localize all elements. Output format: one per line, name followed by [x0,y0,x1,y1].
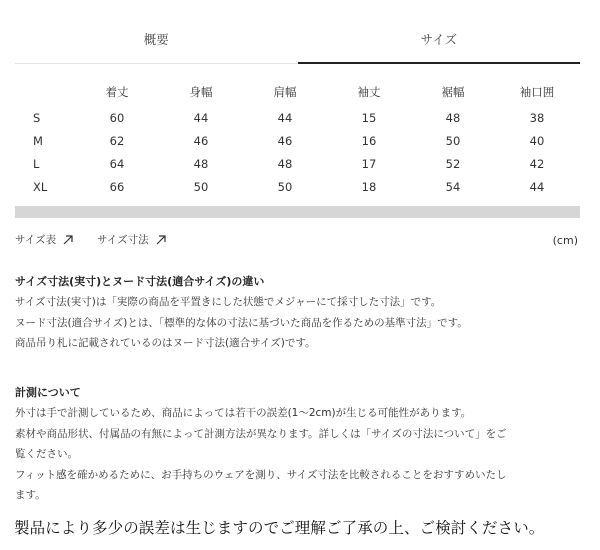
table-cell: 48 [277,156,293,171]
column-header: 肩幅 [273,85,297,99]
tab-size[interactable]: サイズ [298,22,581,63]
size-links-row [15,232,580,252]
size-table [15,78,579,198]
external-arrow-icon [62,234,74,246]
table-cell: 50 [445,133,461,148]
table-cell: 18 [361,179,377,194]
table-cell: 44 [529,179,545,194]
measurement-section [15,383,585,506]
size-label: S [33,110,41,125]
table-cell: 38 [529,110,545,125]
size-difference-title: サイズ寸法(実寸)とヌード寸法(適合サイズ)の違い [15,275,265,288]
table-cell: 50 [193,179,209,194]
table-cell: 48 [445,110,461,125]
table-cell: 16 [361,133,377,148]
size-table-container [15,78,580,206]
explanation-line: 商品吊り札に記載されているのはヌード寸法(適合サイズ)です。 [15,337,316,349]
size-label: XL [33,179,48,194]
table-cell: 15 [361,110,377,125]
table-corner-cell [15,78,75,106]
table-cell: 46 [277,133,293,148]
table-cell: 44 [277,110,293,125]
table-cell: 17 [361,156,377,171]
measurement-line: 外寸は手で計測しているため、商品によっては若干の誤差(1〜2cm)が生じる可能性があります。 [15,407,472,419]
table-cell: 50 [277,179,293,194]
explanation-line: サイズ寸法(実寸)は「実際の商品を平置きにした状態でメジャーにて採寸した寸法」です。 [15,296,442,308]
table-cell: 52 [445,156,461,171]
measurement-line: 素材や商品形状、付属品の有無によって計測方法が異なります。詳しくは「サイズの寸法について」をご [15,427,507,440]
table-cell: 46 [193,133,209,148]
size-chart-link[interactable] [15,232,74,247]
tab-overview[interactable]: 概要 [143,32,169,47]
table-cell: 44 [193,110,209,125]
size-difference-section [15,272,585,354]
size-measure-link[interactable] [97,232,167,247]
unit-label: (cm) [552,234,578,247]
table-cell: 54 [445,179,461,194]
table-cell: 62 [109,133,125,148]
measurement-line: ます。 [15,489,46,501]
horizontal-scrollbar[interactable] [15,206,580,218]
tab-bar [15,22,580,64]
table-cell: 66 [109,179,125,194]
table-cell: 48 [193,156,209,171]
measurement-line: 覧ください。 [15,448,78,460]
table-cell: 64 [109,156,125,171]
column-header: 袖口囲 [519,85,555,99]
column-header: 着丈 [105,85,129,99]
size-label: M [33,133,43,148]
size-chart-link-label: サイズ表 [15,234,57,246]
measurement-line: フィット感を確かめるために、お手持ちのウェアを測り、サイズ寸法を比較されることをおすすめいたし [15,468,507,481]
table-cell: 60 [109,110,125,125]
table-header-row [15,78,579,106]
column-header: 裾幅 [441,85,465,99]
column-header: 身幅 [189,85,213,99]
explanation-line: ヌード寸法(適合サイズ)とは、「標準的な体の寸法に基づいた商品を作るための基準寸法」です。 [15,316,468,329]
size-label: L [33,156,40,171]
table-row [15,175,579,198]
column-header: 袖丈 [357,85,381,99]
size-measure-link-label: サイズ寸法 [97,234,149,246]
table-row [15,106,579,129]
table-cell: 42 [529,156,545,171]
table-cell: 40 [529,133,545,148]
disclaimer-note: 製品により多少の誤差は生じますのでご理解ご了承の上、ご検討ください。 [14,519,545,537]
table-row [15,129,579,152]
table-row [15,152,579,175]
measurement-title: 計測について [15,386,81,399]
external-arrow-icon [155,234,167,246]
